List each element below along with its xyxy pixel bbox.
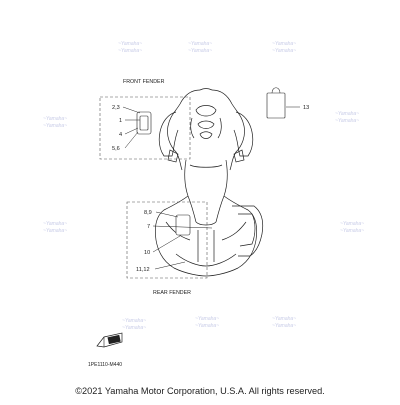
leader-line	[125, 128, 138, 134]
watermark-logo: ~Yamaha~	[188, 48, 213, 54]
watermark-logo: ~Yamaha~	[122, 318, 147, 324]
watermark-logo: ~Yamaha~	[195, 323, 220, 329]
watermark-logo: ~Yamaha~	[272, 41, 297, 47]
watermark-logo: ~Yamaha~	[335, 111, 360, 117]
watermark-logo: ~Yamaha~	[43, 116, 68, 122]
forward-arrow-icon	[97, 333, 122, 347]
watermark-logo: ~Yamaha~	[122, 325, 147, 331]
callout-4: 4	[119, 132, 123, 138]
rear-decal-label	[176, 215, 190, 235]
leader-line	[155, 262, 185, 269]
leader-line	[123, 107, 140, 113]
watermark-logo: ~Yamaha~	[188, 41, 213, 47]
watermark-logo: ~Yamaha~	[118, 48, 143, 54]
watermark-logo: ~Yamaha~	[272, 316, 297, 322]
callout-5-6: 5,6	[112, 146, 120, 152]
callout-2-3: 2,3	[112, 105, 120, 111]
callout-13: 13	[303, 105, 310, 111]
callout-11-12: 11,12	[136, 267, 150, 273]
watermark-logo: ~Yamaha~	[43, 228, 68, 234]
watermark-logo: ~Yamaha~	[335, 118, 360, 124]
front-fender-title: FRONT FENDER	[123, 79, 165, 85]
diagram-code: 1PE1110-M440	[88, 362, 123, 368]
manual-label-part	[267, 93, 285, 118]
rear-fender-title: REAR FENDER	[153, 290, 191, 296]
copyright-notice: ©2021 Yamaha Motor Corporation, U.S.A. All rights reserved.	[75, 386, 325, 396]
callout-10: 10	[144, 250, 151, 256]
watermark-logo: ~Yamaha~	[43, 221, 68, 227]
watermark-logo: ~Yamaha~	[118, 41, 143, 47]
watermark-logo: ~Yamaha~	[340, 221, 365, 227]
callout-7: 7	[147, 224, 151, 230]
front-decal-inner	[140, 116, 148, 130]
watermark-logo: ~Yamaha~	[340, 228, 365, 234]
manual-label-hanger	[272, 88, 280, 93]
watermark-logo: ~Yamaha~	[272, 48, 297, 54]
watermark-group	[43, 41, 364, 331]
watermark-logo: ~Yamaha~	[195, 316, 220, 322]
callout-8-9: 8,9	[144, 210, 152, 216]
leader-line	[125, 132, 138, 148]
watermark-logo: ~Yamaha~	[272, 323, 297, 329]
watermark-logo: ~Yamaha~	[43, 123, 68, 129]
atv-body-outline	[155, 89, 262, 277]
callout-1: 1	[119, 118, 123, 124]
decal-shapes	[137, 93, 285, 235]
